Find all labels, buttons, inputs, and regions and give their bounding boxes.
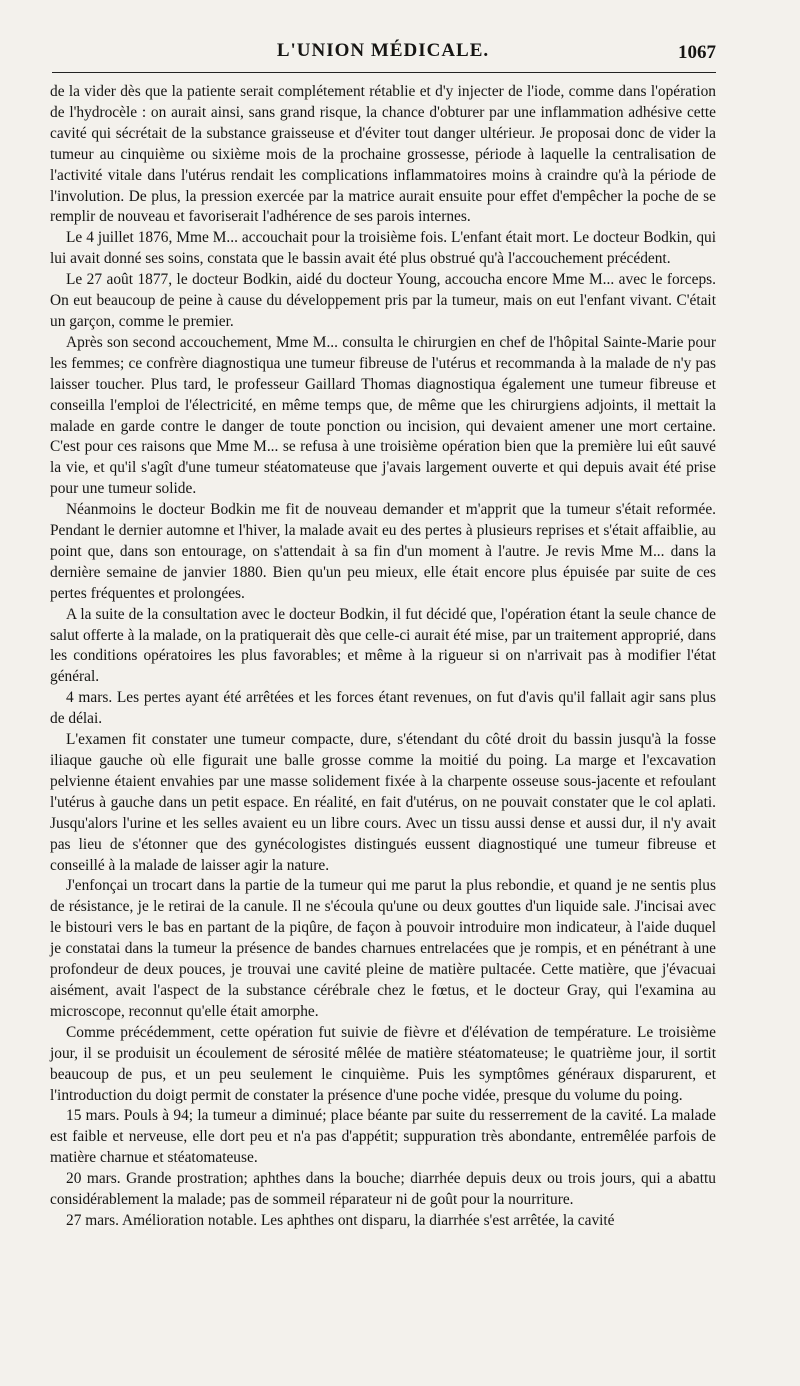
paragraph-3: Le 27 août 1877, le docteur Bodkin, aidé du docteur Young, accoucha encore Mme M... avec le forceps. On eut beaucoup de peine à cause du développement pris par la tumeur, mais on eut l'enfant vivant. C'était un garçon, comme le premier. bbox=[50, 271, 716, 330]
paragraph-4: Après son second accouchement, Mme M... consulta le chirurgien en chef de l'hôpital Sainte-Marie pour les femmes; ce confrère diagnostiqua une tumeur fibreuse de l'utérus et recommanda à la malade de n'y pas laisser toucher. Plus tard, le professeur Gaillard Thomas diagnostiqua également une tumeur fibreuse et conseilla l'emploi de l'électricité, en même temps que, de même que les chirurgiens adjoints, il mettait la malade en garde contre le danger de toute ponction ou incision, qui devaient amener une mort certaine. C'est pour ces raisons que Mme M... se refusa à une troisième opération bien que la première lui eût sauvé la vie, et qu'il s'agît d'une tumeur stéatomateuse que j'avais largement ouverte et qui depuis avait été prise pour une tumeur solide. bbox=[50, 333, 716, 498]
page-header bbox=[50, 40, 716, 68]
body-text bbox=[50, 82, 716, 1232]
page-number: 1067 bbox=[678, 42, 716, 63]
paragraph-8: L'examen fit constater une tumeur compacte, dure, s'étendant du côté droit du bassin jusqu'à la fosse iliaque gauche où elle figurait une balle grosse comme la moitié du poing. La marge et l'excavation pelvienne étaient envahies par une masse solidement fixée à la charpente osseuse sous-jacente et refoulant l'utérus à gauche dans un petit espace. En réalité, en fait d'utérus, on ne pouvait constater que le col aplati. Jusqu'alors l'urine et les selles avaient eu un libre cours. Avec un tissu aussi dense et aussi dur, il n'y avait pas lieu de s'étonner que des gynécologistes distingués eussent diagnostiqué une tumeur fibreuse et conseillé à la malade de laisser agir la nature. bbox=[50, 731, 716, 874]
paragraph-5: Néanmoins le docteur Bodkin me fit de nouveau demander et m'apprit que la tumeur s'était reformée. Pendant le dernier automne et l'hiver, la malade avait eu des pertes à plusieurs reprises et s'était affaiblie, au point que, dans son entourage, on s'attendait à sa fin d'un moment à l'autre. Je revis Mme M... dans la dernière semaine de janvier 1880. Bien qu'un peu mieux, elle était encore plus épuisée par suite de ces pertes fréquentes et prolongées. bbox=[50, 501, 716, 602]
paragraph-2: Le 4 juillet 1876, Mme M... accouchait pour la troisième fois. L'enfant était mort. Le docteur Bodkin, qui lui avait donné ses soins, constata que le bassin avait été plus obstrué qu'à l'accouchement précédent. bbox=[50, 229, 716, 268]
paragraph-12: 20 mars. Grande prostration; aphthes dans la bouche; diarrhée depuis deux ou trois jours, qui a abattu considérablement la malade; pas de sommeil réparateur ni de goût pour la nourriture. bbox=[50, 1170, 716, 1209]
paragraph-7: 4 mars. Les pertes ayant été arrêtées et les forces étant revenues, on fut d'avis qu'il fallait agir sans plus de délai. bbox=[50, 689, 716, 728]
paragraph-9: J'enfonçai un trocart dans la partie de la tumeur qui me parut la plus rebondie, et quand je ne sentis plus de résistance, je le retirai de la canule. Il ne s'écoula qu'une ou deux gouttes d'un liquide sale. J'incisai avec le bistouri vers le bas en partant de la piqûre, de façon à pouvoir introduire mon indicateur, à l'aide duquel je constatai dans la tumeur la présence de bandes charnues entrelacées que je rompis, et en pénétrant à une profondeur de deux pouces, je trouvai une cavité pleine de matière pultacée. Cette matière, que j'évacuai aisément, avait l'aspect de la substance cérébrale chez le fœtus, et le docteur Gray, qui l'examina au microscope, reconnut qu'elle était amorphe. bbox=[50, 877, 716, 1020]
paragraph-11: 15 mars. Pouls à 94; la tumeur a diminué; place béante par suite du resserrement de la cavité. La malade est faible et nerveuse, elle dort peu et n'a pas d'appétit; suppuration très abondante, entremêlée parfois de matière charnue et stéatomateuse. bbox=[50, 1107, 716, 1167]
paragraph-13: 27 mars. Amélioration notable. Les aphthes ont disparu, la diarrhée s'est arrêtée, la cavité bbox=[66, 1211, 615, 1229]
running-title: L'UNION MÉDICALE. bbox=[276, 40, 490, 61]
paragraph-6: A la suite de la consultation avec le docteur Bodkin, il fut décidé que, l'opération étant la seule chance de salut offerte à la malade, on la pratiquerait dès que celle-ci aurait été mise, par un traitement approprié, dans les conditions opératoires les plus favorables; et même à la rigueur si on n'arrivait pas à modifier l'état général. bbox=[50, 605, 716, 686]
paragraph-1: de la vider dès que la patiente serait complétement rétablie et d'y injecter de l'iode, comme dans l'opération de l'hydrocèle : on aurait ainsi, sans grand risque, la chance d'obturer par une inflammation adhésive cette cavité qui sécrétait de la substance graisseuse et d'éviter tout danger ultérieur. Je proposai donc de vider la tumeur au cinquième ou sixième mois de la prochaine grossesse, période à laquelle la centralisation de l'activité vitale dans l'utérus rendait les complications inflammatoires moins à craindre qu'à la période de l'involution. De plus, la pression exercée par la matrice aurait ensuite pour effet d'empêcher la poche de se remplir de nouveau et favoriserait l'adhérence de ses parois internes. bbox=[50, 83, 716, 226]
paragraph-10: Comme précédemment, cette opération fut suivie de fièvre et d'élévation de température. Le troisième jour, il se produisit un écoulement de sérosité mêlée de matière stéatomateuse; le quatrième jour, il sortit beaucoup de pus, et un peu seulement le cinquième. Puis les symptômes généraux disparurent, et l'introduction du doigt permit de constater la présence d'une poche vidée, presque du volume du poing. bbox=[50, 1023, 716, 1104]
header-rule bbox=[52, 72, 716, 73]
